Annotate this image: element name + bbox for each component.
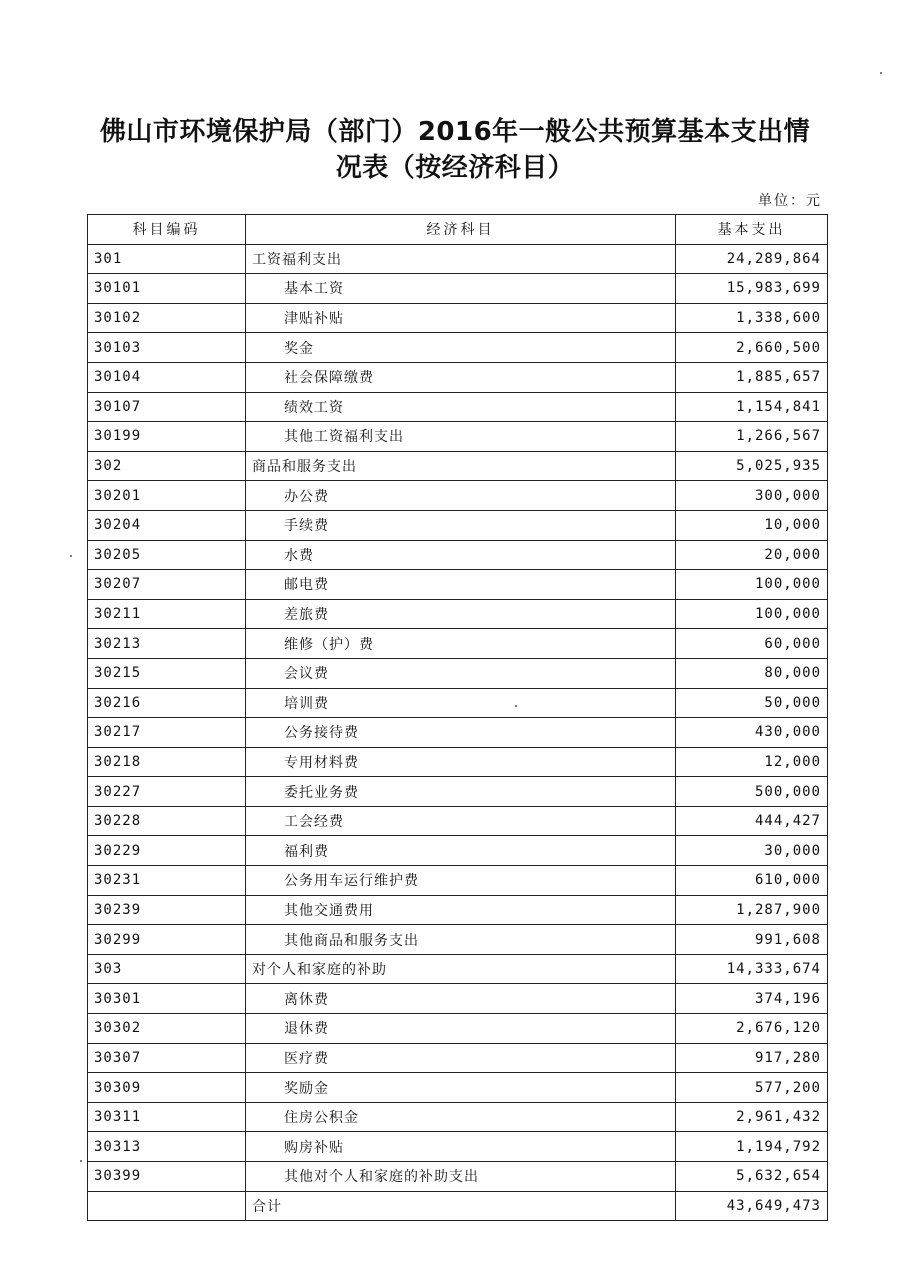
economic-subject: 绩效工资 <box>246 392 676 422</box>
economic-subject: 住房公积金 <box>246 1102 676 1132</box>
subject-code: 30239 <box>88 895 246 925</box>
subject-code: 30204 <box>88 510 246 540</box>
economic-subject: 离休费 <box>246 984 676 1014</box>
table-row <box>88 836 828 866</box>
economic-subject: 对个人和家庭的补助 <box>246 954 676 984</box>
table-row <box>88 540 828 570</box>
table-row <box>88 244 828 274</box>
basic-expenditure-amount: 50,000 <box>676 688 828 718</box>
table-row <box>88 392 828 422</box>
basic-expenditure-amount: 24,289,864 <box>676 244 828 274</box>
subject-code: 303 <box>88 954 246 984</box>
subject-code: 30311 <box>88 1102 246 1132</box>
subject-code: 301 <box>88 244 246 274</box>
subject-code: 30102 <box>88 303 246 333</box>
basic-expenditure-amount: 80,000 <box>676 658 828 688</box>
basic-expenditure-amount: 60,000 <box>676 629 828 659</box>
subject-code: 30213 <box>88 629 246 659</box>
basic-expenditure-amount: 444,427 <box>676 806 828 836</box>
table-row <box>88 895 828 925</box>
table-row <box>88 688 828 718</box>
table-row <box>88 599 828 629</box>
economic-subject: 津贴补贴 <box>246 303 676 333</box>
basic-expenditure-amount: 2,961,432 <box>676 1102 828 1132</box>
subject-code: 30199 <box>88 422 246 452</box>
basic-expenditure-amount: 374,196 <box>676 984 828 1014</box>
basic-expenditure-amount: 917,280 <box>676 1043 828 1073</box>
subject-code: 30309 <box>88 1073 246 1103</box>
table-row <box>88 984 828 1014</box>
table-row <box>88 954 828 984</box>
subject-code: 30101 <box>88 274 246 304</box>
basic-expenditure-amount: 430,000 <box>676 718 828 748</box>
table-row <box>88 422 828 452</box>
header-code: 科目编码 <box>88 215 246 245</box>
table-row <box>88 481 828 511</box>
basic-expenditure-amount: 577,200 <box>676 1073 828 1103</box>
total-amount: 43,649,473 <box>676 1191 828 1220</box>
table-row <box>88 1014 828 1044</box>
table-row <box>88 333 828 363</box>
table-row <box>88 362 828 392</box>
economic-subject: 其他交通费用 <box>246 895 676 925</box>
table-row <box>88 866 828 896</box>
basic-expenditure-amount: 12,000 <box>676 747 828 777</box>
economic-subject: 福利费 <box>246 836 676 866</box>
basic-expenditure-amount: 500,000 <box>676 777 828 807</box>
economic-subject: 其他商品和服务支出 <box>246 925 676 955</box>
table-row <box>88 806 828 836</box>
table-row <box>88 747 828 777</box>
table-row <box>88 777 828 807</box>
subject-code: 30207 <box>88 570 246 600</box>
subject-code: 30313 <box>88 1132 246 1162</box>
subject-code: 30218 <box>88 747 246 777</box>
subject-code: 30307 <box>88 1043 246 1073</box>
table-row <box>88 718 828 748</box>
total-row <box>88 1191 828 1220</box>
table-row <box>88 1043 828 1073</box>
basic-expenditure-amount: 610,000 <box>676 866 828 896</box>
subject-code: 30301 <box>88 984 246 1014</box>
table-row <box>88 658 828 688</box>
scan-speck <box>70 555 72 557</box>
economic-subject: 基本工资 <box>246 274 676 304</box>
basic-expenditure-amount: 14,333,674 <box>676 954 828 984</box>
economic-subject: 手续费 <box>246 510 676 540</box>
table-body <box>88 244 828 1191</box>
table-row <box>88 510 828 540</box>
economic-subject: 购房补贴 <box>246 1132 676 1162</box>
table-row <box>88 1073 828 1103</box>
table-row <box>88 1162 828 1192</box>
subject-code: 30229 <box>88 836 246 866</box>
subject-code: 30205 <box>88 540 246 570</box>
document-title-line-2: 况表（按经济科目） <box>335 153 575 183</box>
budget-table <box>87 214 828 1221</box>
basic-expenditure-amount: 5,632,654 <box>676 1162 828 1192</box>
basic-expenditure-amount: 1,266,567 <box>676 422 828 452</box>
unit-label: 单位：元 <box>758 193 822 209</box>
economic-subject: 维修（护）费 <box>246 629 676 659</box>
subject-code: 30227 <box>88 777 246 807</box>
subject-code: 30103 <box>88 333 246 363</box>
subject-code: 30211 <box>88 599 246 629</box>
basic-expenditure-amount: 991,608 <box>676 925 828 955</box>
table-row <box>88 925 828 955</box>
document-title-line-1: 佛山市环境保护局（部门）2016年一般公共预算基本支出情 <box>99 117 811 147</box>
total-code <box>88 1191 246 1220</box>
economic-subject: 商品和服务支出 <box>246 451 676 481</box>
basic-expenditure-amount: 1,287,900 <box>676 895 828 925</box>
economic-subject: 专用材料费 <box>246 747 676 777</box>
economic-subject: 培训费 <box>246 688 676 718</box>
basic-expenditure-amount: 100,000 <box>676 570 828 600</box>
economic-subject: 公务接待费 <box>246 718 676 748</box>
subject-code: 30299 <box>88 925 246 955</box>
subject-code: 30216 <box>88 688 246 718</box>
economic-subject: 工资福利支出 <box>246 244 676 274</box>
basic-expenditure-amount: 2,660,500 <box>676 333 828 363</box>
header-basic-expenditure: 基本支出 <box>676 215 828 245</box>
table-row <box>88 1102 828 1132</box>
basic-expenditure-amount: 1,885,657 <box>676 362 828 392</box>
economic-subject: 退休费 <box>246 1014 676 1044</box>
subject-code: 30217 <box>88 718 246 748</box>
basic-expenditure-amount: 100,000 <box>676 599 828 629</box>
subject-code: 30215 <box>88 658 246 688</box>
basic-expenditure-amount: 300,000 <box>676 481 828 511</box>
economic-subject: 公务用车运行维护费 <box>246 866 676 896</box>
basic-expenditure-amount: 2,676,120 <box>676 1014 828 1044</box>
economic-subject: 邮电费 <box>246 570 676 600</box>
basic-expenditure-amount: 5,025,935 <box>676 451 828 481</box>
economic-subject: 差旅费 <box>246 599 676 629</box>
economic-subject: 水费 <box>246 540 676 570</box>
economic-subject: 委托业务费 <box>246 777 676 807</box>
economic-subject: 奖金 <box>246 333 676 363</box>
basic-expenditure-amount: 30,000 <box>676 836 828 866</box>
economic-subject: 工会经费 <box>246 806 676 836</box>
scan-speck <box>515 705 517 707</box>
economic-subject: 会议费 <box>246 658 676 688</box>
economic-subject: 办公费 <box>246 481 676 511</box>
basic-expenditure-amount: 1,194,792 <box>676 1132 828 1162</box>
subject-code: 30201 <box>88 481 246 511</box>
economic-subject: 奖励金 <box>246 1073 676 1103</box>
table-row <box>88 629 828 659</box>
subject-code: 30399 <box>88 1162 246 1192</box>
table-header-row <box>88 215 828 245</box>
economic-subject: 其他工资福利支出 <box>246 422 676 452</box>
table-row <box>88 570 828 600</box>
subject-code: 30228 <box>88 806 246 836</box>
subject-code: 30107 <box>88 392 246 422</box>
basic-expenditure-amount: 1,154,841 <box>676 392 828 422</box>
scan-speck <box>880 72 882 74</box>
economic-subject: 医疗费 <box>246 1043 676 1073</box>
economic-subject: 社会保障缴费 <box>246 362 676 392</box>
table-row <box>88 303 828 333</box>
basic-expenditure-amount: 1,338,600 <box>676 303 828 333</box>
subject-code: 302 <box>88 451 246 481</box>
basic-expenditure-amount: 15,983,699 <box>676 274 828 304</box>
table-row <box>88 1132 828 1162</box>
basic-expenditure-amount: 10,000 <box>676 510 828 540</box>
total-label: 合计 <box>246 1191 676 1220</box>
table-row <box>88 274 828 304</box>
subject-code: 30231 <box>88 866 246 896</box>
subject-code: 30104 <box>88 362 246 392</box>
scan-speck <box>80 1160 82 1162</box>
table-row <box>88 451 828 481</box>
basic-expenditure-amount: 20,000 <box>676 540 828 570</box>
economic-subject: 其他对个人和家庭的补助支出 <box>246 1162 676 1192</box>
header-economic-subject: 经济科目 <box>246 215 676 245</box>
subject-code: 30302 <box>88 1014 246 1044</box>
